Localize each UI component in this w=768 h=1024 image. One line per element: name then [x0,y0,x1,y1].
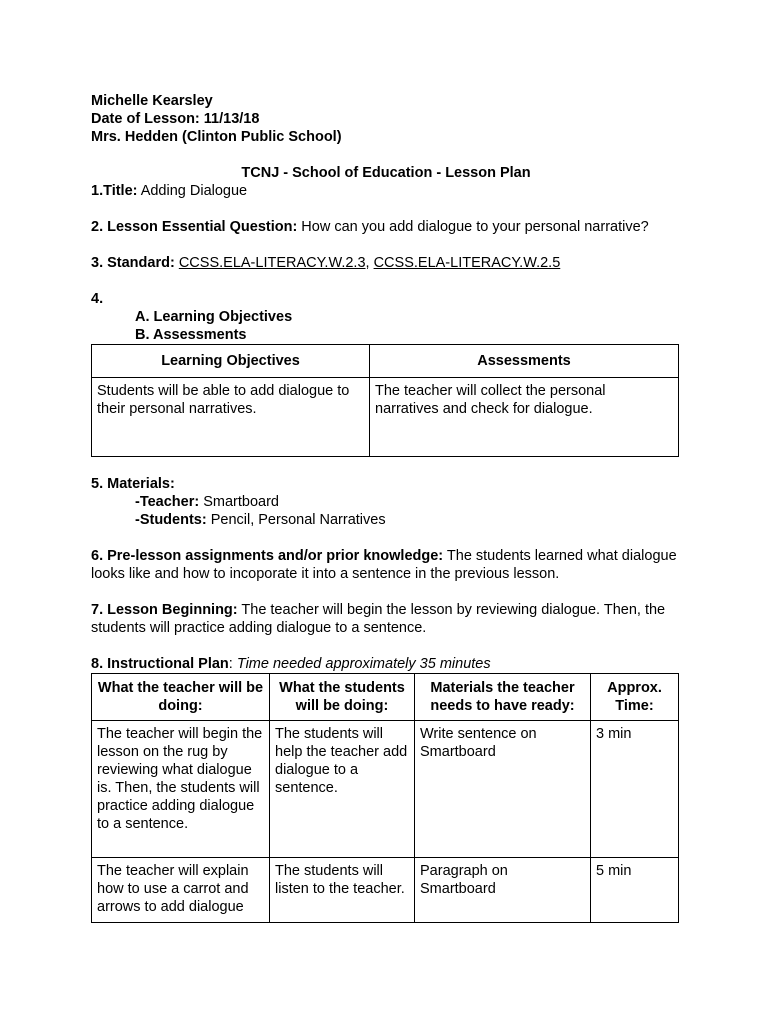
instructional-plan-table [91,673,679,923]
objectives-number: 4. [91,291,104,307]
cooperating-teacher: Mrs. Hedden (Clinton Public School) [91,129,342,145]
title-label: Title: [103,183,138,199]
lesson-plan-page [91,92,681,923]
title-value: Adding Dialogue [137,183,248,199]
materials-students-label: -Students: [135,512,207,528]
standard-link-w25[interactable]: CCSS.ELA-LITERACY.W.2.5 [373,255,561,271]
table-header-cell: Learning Objectives [92,345,370,378]
materials-students-value: Pencil, Personal Narratives [206,512,386,528]
prelesson-value: The students learned what dialogue looks like and how to incoporate it into a sentence in the previous lesson. [91,548,677,582]
table-header-cell: What the students will be doing: [270,674,415,721]
table-cell: Students will be able to add dialogue to their personal narratives. [92,378,370,457]
instructional-plan-colon: : [228,656,237,672]
prelesson-label: 6. Pre-lesson assignments and/or prior knowledge: [91,548,444,564]
lesson-beginning-item [91,601,681,637]
table-header-cell: Approx. Time: [591,674,679,721]
table-header-cell: Materials the teacher needs to have ready: [415,674,591,721]
table-cell: The teacher will begin the lesson on the rug by reviewing what dialogue is. Then, the students will practice adding dialogue to a sentence. [92,721,270,858]
table-row [92,721,679,858]
document-title: TCNJ - School of Education - Lesson Plan [241,165,531,181]
materials-students [91,511,681,529]
table-cell: Paragraph on Smartboard [415,858,591,923]
table-cell: The students will listen to the teacher. [270,858,415,923]
table-cell: The teacher will explain how to use a carrot and arrows to add dialogue [92,858,270,923]
prelesson-item [91,547,681,583]
objectives-sub-b: B. Assessments [135,327,247,343]
table-cell: The teacher will collect the personal narratives and check for dialogue. [370,378,679,457]
author-name: Michelle Kearsley [91,93,213,109]
materials-teacher-label: -Teacher: [135,494,200,510]
essential-question [91,218,681,236]
lesson-date: Date of Lesson: 11/13/18 [91,111,260,127]
instructional-plan-label: 8. Instructional Plan [91,656,229,672]
table-cell: 5 min [591,858,679,923]
standard-item [91,254,681,272]
table-header-cell: What the teacher will be doing: [92,674,270,721]
table-row [92,378,679,457]
instructional-plan-note: Time needed approximately 35 minutes [236,656,491,672]
materials-label: 5. Materials: [91,476,175,492]
title-item [91,182,681,200]
table-cell: 3 min [591,721,679,858]
materials-teacher-value: Smartboard [199,494,279,510]
standard-link-w23[interactable]: CCSS.ELA-LITERACY.W.2.3 [178,255,366,271]
lesson-beginning-label: 7. Lesson Beginning: [91,602,238,618]
standard-separator: , [365,255,374,271]
standard-label: 3. Standard: [91,255,175,271]
objectives-sub-a: A. Learning Objectives [135,309,293,325]
objectives-table [91,344,679,457]
table-row [92,858,679,923]
title-number: 1. [91,183,104,199]
essential-question-value: How can you add dialogue to your personal narrative? [297,219,649,235]
materials-teacher [91,493,681,511]
table-cell: Write sentence on Smartboard [415,721,591,858]
table-header-row [92,674,679,721]
table-cell: The students will help the teacher add dialogue to a sentence. [270,721,415,858]
lesson-beginning-value: The teacher will begin the lesson by reviewing dialogue. Then, the students will practice adding dialogue to a sentence. [91,602,666,636]
essential-question-label: 2. Lesson Essential Question: [91,219,298,235]
table-header-cell: Assessments [370,345,679,378]
instructional-plan-heading [91,655,681,673]
table-header-row [92,345,679,378]
